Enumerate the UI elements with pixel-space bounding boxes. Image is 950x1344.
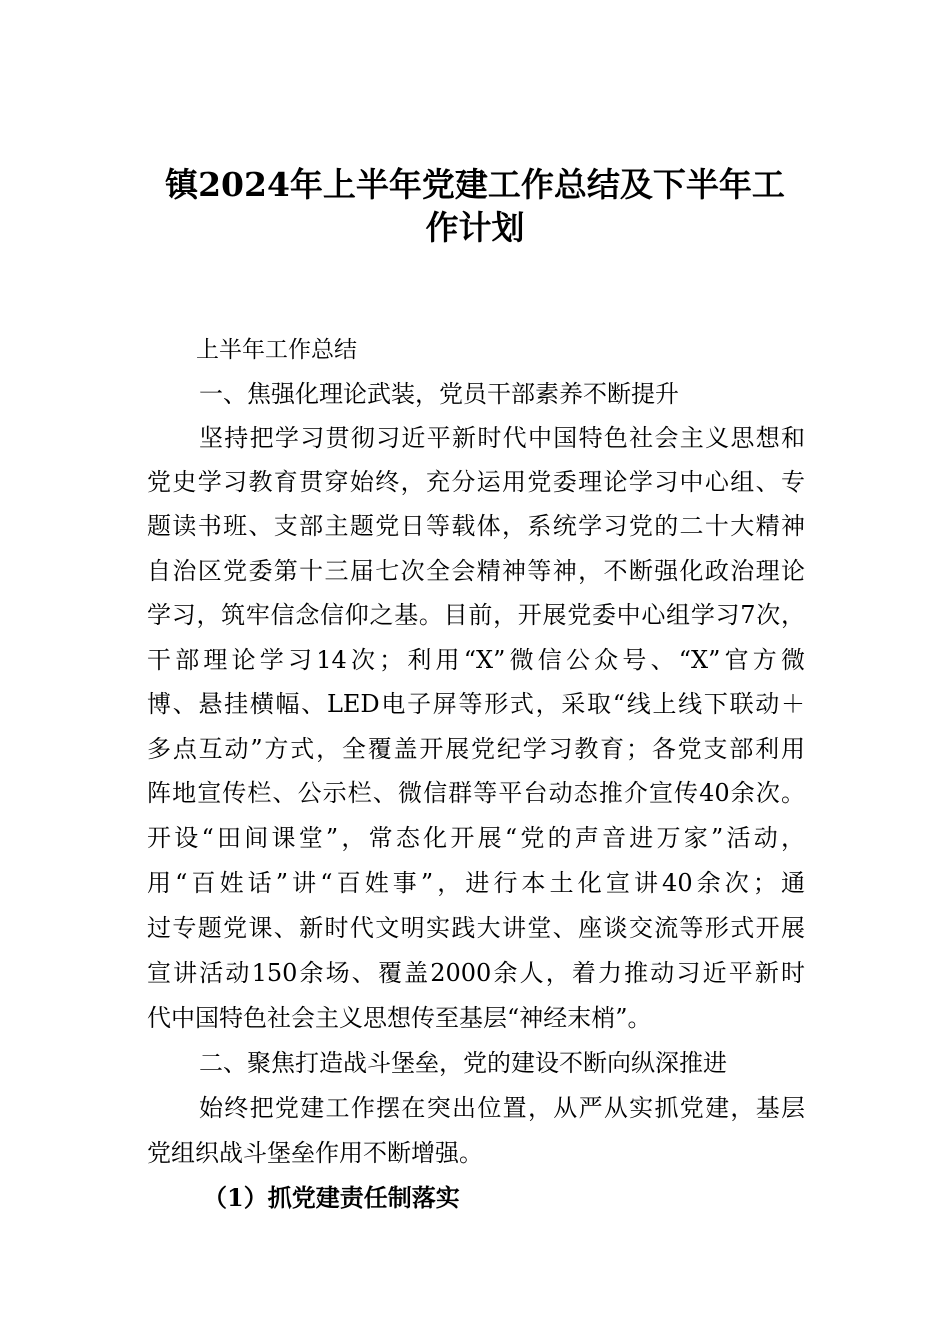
- paragraph-line: 多点互动”方式，全覆盖开展党纪学习教育；各党支部利用: [147, 735, 805, 763]
- paragraph-line: 学习，筑牢信念信仰之基。目前，开展党委中心组学习7次，: [147, 601, 805, 629]
- paragraph-line: 博、悬挂横幅、LED电子屏等形式，采取“线上线下联动＋: [147, 690, 805, 718]
- paragraph-line: 自治区党委第十三届七次全会精神等神，不断强化政治理论: [147, 557, 805, 585]
- paragraph-line: 党史学习教育贯穿始终，充分运用党委理论学习中心组、专: [147, 468, 805, 496]
- paragraph-line: 用“百姓话”讲“百姓事”，进行本土化宣讲40余次；通: [147, 869, 805, 897]
- paragraph-line: 过专题党课、新时代文明实践大讲堂、座谈交流等形式开展: [147, 914, 805, 942]
- subheading-1: （1）抓党建责任制落实: [203, 1183, 460, 1212]
- paragraph-line: 题读书班、支部主题党日等载体，系统学习党的二十大精神: [147, 512, 805, 540]
- paragraph-line: 始终把党建工作摆在突出位置，从严从实抓党建，基层: [199, 1094, 805, 1122]
- section-heading: 上半年工作总结: [196, 337, 357, 363]
- paragraph-line: 阵地宣传栏、公示栏、微信群等平台动态推介宣传40余次。: [147, 779, 805, 807]
- paragraph-line: 坚持把学习贯彻习近平新时代中国特色社会主义思想和: [199, 424, 805, 452]
- paragraph-line: 党组织战斗堡垒作用不断增强。: [147, 1139, 483, 1167]
- paragraph-line: 干部理论学习14次；利用“X”微信公众号、“X”官方微: [147, 646, 805, 674]
- document-title-line-2: 作计划: [425, 208, 525, 247]
- heading-1: 一、焦强化理论武装，党员干部素养不断提升: [199, 380, 679, 408]
- heading-2: 二、聚焦打造战斗堡垒，党的建设不断向纵深推进: [199, 1049, 727, 1077]
- document-title-line-1: 镇2024年上半年党建工作总结及下半年工: [165, 165, 785, 204]
- paragraph-line: 开设“田间课堂”，常态化开展“党的声音进万家”活动，: [147, 824, 805, 852]
- paragraph-line: 宣讲活动150余场、覆盖2000余人，着力推动习近平新时: [147, 959, 805, 987]
- paragraph-line: 代中国特色社会主义思想传至基层“神经末梢”。: [147, 1004, 652, 1032]
